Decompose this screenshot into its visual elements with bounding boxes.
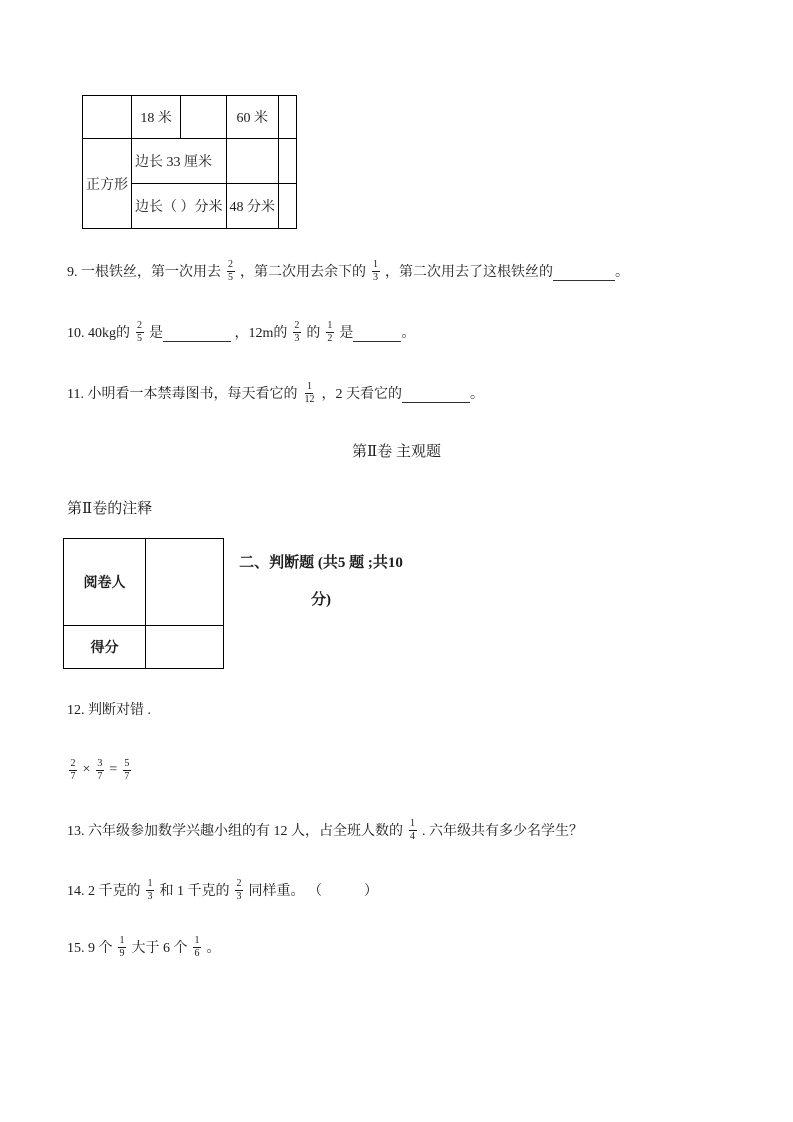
- text-run: ，第二次用去余下的: [236, 265, 370, 280]
- table-cell-empty: [279, 96, 297, 139]
- fraction-denominator: 3: [236, 890, 242, 902]
- answer-blank: [553, 262, 615, 281]
- text-run: 。: [203, 941, 221, 956]
- fraction: [96, 758, 104, 782]
- answer-blank: [163, 323, 231, 342]
- fraction-numerator: 1: [327, 320, 333, 331]
- cell-reviewer-label: 阅卷人: [64, 539, 146, 626]
- fraction-numerator: 1: [306, 381, 312, 392]
- fraction-numerator: 2: [236, 878, 242, 889]
- fraction-numerator: 5: [124, 758, 130, 769]
- fraction-numerator: 1: [373, 259, 378, 270]
- fraction-denominator: 7: [124, 770, 130, 782]
- text-run: 9. 一根铁丝，第一次用去: [67, 265, 225, 280]
- fraction: [227, 259, 235, 283]
- section2-heading-line1: 二、判断题 (共5 题 ;共10: [239, 555, 403, 571]
- text-run: 同样重。 （ ）: [245, 884, 378, 899]
- grader-score-table: [63, 538, 224, 669]
- text-run: ，12m的: [231, 326, 291, 341]
- text-run: 10. 40kg的: [67, 326, 134, 341]
- fraction-denominator: 2: [327, 332, 333, 344]
- text-run: 12. 判断对错 .: [67, 703, 151, 718]
- text-run: 。: [401, 326, 416, 341]
- table-cell-empty: [226, 139, 279, 184]
- fraction: [136, 320, 144, 344]
- fraction: [123, 758, 131, 782]
- text-run: . 六年级共有多少名学生？: [418, 824, 583, 839]
- question-12-expression: [67, 756, 133, 784]
- fraction-denominator: 5: [137, 332, 142, 344]
- fraction: [409, 818, 417, 842]
- question-10: [67, 318, 415, 346]
- fraction: [146, 878, 154, 902]
- text-run: 。: [469, 387, 484, 402]
- text-run: 15. 9 个: [67, 941, 116, 956]
- part2-note: 第Ⅱ卷的注释: [67, 501, 153, 517]
- cell-reviewer-value-empty: [146, 539, 224, 626]
- fraction-numerator: 1: [410, 818, 415, 829]
- text-run: 13. 六年级参加数学兴趣小组的有 12 人，占全班人数的: [67, 824, 407, 839]
- fraction-numerator: 3: [97, 758, 103, 769]
- text-run: 。: [615, 265, 629, 280]
- text-run: 大于 6 个: [128, 941, 191, 956]
- question-13: [67, 816, 583, 844]
- fraction: [69, 758, 77, 782]
- fraction-numerator: 2: [228, 259, 233, 270]
- fraction-numerator: 2: [137, 320, 142, 331]
- section2-heading-line2: 分): [311, 592, 331, 608]
- text-run: 14. 2 千克的: [67, 884, 144, 899]
- text-run: =: [105, 762, 121, 777]
- fraction: [118, 935, 126, 959]
- question-12: [67, 695, 151, 723]
- cell-side-18m: 18 米: [132, 96, 181, 139]
- fraction: [303, 381, 316, 405]
- table-cell-empty: [279, 139, 297, 184]
- fraction-denominator: 7: [97, 770, 103, 782]
- cell-score-label: 得分: [64, 626, 146, 669]
- question-14: [67, 876, 378, 904]
- fraction-numerator: 2: [294, 320, 300, 331]
- cell-score-value-empty: [146, 626, 224, 669]
- fraction-denominator: 6: [194, 947, 200, 959]
- answer-blank: [353, 323, 401, 342]
- question-9: [67, 257, 629, 285]
- answer-blank: [402, 384, 470, 403]
- table-cell-empty: [181, 96, 226, 139]
- text-run: 和 1 千克的: [156, 884, 233, 899]
- fraction-denominator: 5: [228, 271, 233, 283]
- cell-side-blank-dm: 边长（ ）分米: [132, 184, 227, 229]
- text-run: 的: [302, 326, 324, 341]
- text-run: ，第二次用去了这根铁丝的: [381, 265, 553, 280]
- table-cell-empty: [279, 184, 297, 229]
- fraction-numerator: 1: [147, 878, 153, 889]
- table-cell-empty: [83, 96, 132, 139]
- fraction: [372, 259, 380, 283]
- fraction-denominator: 7: [70, 770, 76, 782]
- text-run: ×: [79, 762, 94, 777]
- fraction: [193, 935, 201, 959]
- fraction-numerator: 2: [70, 758, 76, 769]
- fraction-denominator: 9: [119, 947, 125, 959]
- fraction-denominator: 3: [147, 890, 153, 902]
- cell-perimeter-60m: 60 米: [226, 96, 279, 139]
- fraction-denominator: 4: [410, 830, 415, 842]
- text-run: ，2 天看它的: [317, 387, 402, 402]
- text-run: 11. 小明看一本禁毒图书，每天看它的: [67, 387, 301, 402]
- part2-title: 第Ⅱ卷 主观题: [352, 444, 441, 460]
- text-run: 是: [145, 326, 163, 341]
- cell-perimeter-48dm: 48 分米: [226, 184, 279, 229]
- fraction-denominator: 3: [373, 271, 378, 283]
- text-run: 是: [335, 326, 354, 341]
- fraction-denominator: 12: [304, 393, 315, 405]
- fraction: [235, 878, 243, 902]
- cell-square-label: 正方形: [83, 139, 132, 229]
- fraction-numerator: 1: [119, 935, 125, 946]
- fraction: [293, 320, 301, 344]
- shape-dimensions-table: [82, 95, 297, 229]
- question-15: [67, 933, 221, 961]
- fraction-numerator: 1: [194, 935, 200, 946]
- question-11: [67, 379, 484, 407]
- section2-heading: [230, 545, 412, 619]
- cell-side-33cm: 边长 33 厘米: [132, 139, 227, 184]
- fraction: [326, 320, 334, 344]
- fraction-denominator: 3: [294, 332, 300, 344]
